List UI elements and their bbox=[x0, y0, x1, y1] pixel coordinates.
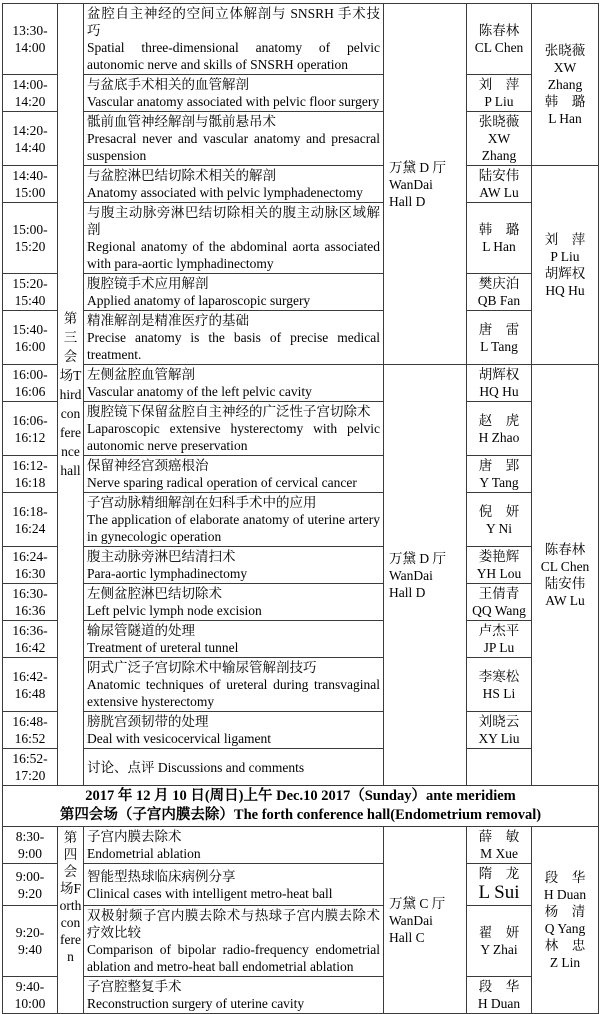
topic-cn: 膀胱宫颈韧带的处理 bbox=[87, 714, 209, 729]
time-cell: 8:30-9:00 bbox=[3, 827, 58, 864]
schedule-table bbox=[2, 3, 599, 1014]
topic-cn: 子宫动脉精细解剖在妇科手术中的应用 bbox=[87, 495, 317, 510]
time-cell: 16:52-17:20 bbox=[3, 749, 58, 786]
topic-en: Laparoscopic extensive hysterectomy with pelvic autonomic nerve preservation bbox=[87, 421, 380, 453]
topic-en: Nerve sparing radical operation of cervical cancer bbox=[87, 475, 357, 490]
topic-en: Treatment of ureteral tunnel bbox=[87, 640, 239, 655]
speaker-cell bbox=[467, 75, 532, 112]
topic-cn: 腹腔镜下保留盆腔自主神经的广泛性子宫切除术 bbox=[87, 404, 371, 419]
speaker-cell bbox=[467, 493, 532, 547]
session-row bbox=[3, 112, 599, 166]
session-row bbox=[3, 4, 599, 75]
topic-cn: 与盆底手术相关的血管解剖 bbox=[87, 77, 249, 92]
chairs-cell-1 bbox=[532, 4, 599, 166]
chair-cn: 张晓薇 bbox=[544, 43, 586, 58]
topic-en: Spatial three-dimensional anatomy of pelvic autonomic nerve and skills of SNSRH operation bbox=[87, 40, 380, 72]
session-row bbox=[3, 621, 599, 658]
topic-cell bbox=[84, 621, 384, 658]
topic-cell bbox=[84, 112, 384, 166]
time-cell: 14:20-14:40 bbox=[3, 112, 58, 166]
time-cell: 15:00-15:20 bbox=[3, 203, 58, 274]
topic-en: Comparison of bipolar radio-frequency endometrial ablation and metro-heat ball endometrial ablation bbox=[87, 942, 380, 974]
topic-cn: 腹腔镜手术应用解剖 bbox=[87, 276, 209, 291]
session-row bbox=[3, 402, 599, 456]
speaker-en: P Liu bbox=[484, 94, 514, 109]
speaker-en: JP Lu bbox=[483, 640, 515, 655]
topic-cn: 讨论、点评 Discussions and comments bbox=[87, 759, 305, 775]
topic-cell bbox=[84, 203, 384, 274]
chair-cn: 刘 萍 bbox=[544, 232, 586, 247]
speaker-cn: 倪 妍 bbox=[478, 503, 520, 519]
chairs-cell-4 bbox=[532, 827, 599, 1014]
venue-en: WanDai bbox=[389, 912, 433, 928]
topic-cn: 精准解剖是精准医疗的基础 bbox=[87, 313, 249, 328]
speaker-cn: 赵 虎 bbox=[478, 412, 520, 428]
session-row bbox=[3, 456, 599, 493]
speaker-en: Y Ni bbox=[485, 520, 513, 536]
session-row bbox=[3, 827, 599, 864]
topic-cn: 骶前血管神经解剖与骶前悬吊术 bbox=[87, 114, 276, 129]
speaker-cell bbox=[467, 827, 532, 864]
speaker-cell bbox=[467, 977, 532, 1014]
chair-en: Z Lin bbox=[549, 955, 581, 970]
speaker-cell-empty bbox=[467, 749, 532, 786]
topic-cell bbox=[84, 712, 384, 749]
topic-en: Presacral never and vascular anatomy and presacral suspension bbox=[87, 131, 380, 163]
venue-cell-hall-d-2 bbox=[384, 365, 467, 786]
speaker-cn: 胡辉权 bbox=[478, 367, 520, 382]
speaker-cn: 卢杰平 bbox=[478, 623, 520, 638]
speaker-cn: 刘 萍 bbox=[478, 77, 520, 92]
topic-cell bbox=[84, 456, 384, 493]
speaker-cell bbox=[467, 365, 532, 402]
speaker-cell bbox=[467, 906, 532, 977]
session-row bbox=[3, 749, 599, 786]
speaker-cell bbox=[467, 584, 532, 621]
topic-en: Regional anatomy of the abdominal aorta associated with para-aortic lymphadinectomy bbox=[87, 239, 380, 271]
speaker-cell bbox=[467, 402, 532, 456]
session-row bbox=[3, 712, 599, 749]
topic-cn: 双极射频子宫内膜去除术与热球子宫内膜去除术疗效比较 bbox=[87, 908, 380, 940]
speaker-cell bbox=[467, 864, 532, 906]
speaker-en: AW Lu bbox=[479, 185, 519, 200]
topic-en: Vascular anatomy associated with pelvic floor surgery bbox=[87, 94, 380, 109]
session-row bbox=[3, 977, 599, 1014]
session-row bbox=[3, 203, 599, 274]
time-cell: 9:20-9:40 bbox=[3, 906, 58, 977]
topic-en: Anatomy associated with pelvic lymphadenectomy bbox=[87, 185, 363, 200]
chair-en: AW Lu bbox=[545, 593, 585, 608]
speaker-cn: 隋 龙 bbox=[478, 866, 520, 881]
topic-cn: 与盆腔淋巴结切除术相关的解剖 bbox=[87, 168, 276, 183]
topic-en: Clinical cases with intelligent metro-heat ball bbox=[87, 885, 333, 901]
topic-cell bbox=[84, 274, 384, 311]
topic-cn: 输尿管隧道的处理 bbox=[87, 623, 195, 638]
topic-cell bbox=[84, 827, 384, 864]
time-cell: 16:48-16:52 bbox=[3, 712, 58, 749]
topic-cn: 左侧盆腔血管解剖 bbox=[87, 367, 195, 382]
hall-label-forth: 第四会场Forth conferen bbox=[58, 827, 84, 1014]
topic-cell bbox=[84, 4, 384, 75]
time-cell: 9:00-9:20 bbox=[3, 864, 58, 906]
time-cell: 13:30-14:00 bbox=[3, 4, 58, 75]
topic-en: Applied anatomy of laparoscopic surgery bbox=[87, 293, 311, 308]
topic-cn: 子宫内膜去除术 bbox=[87, 829, 182, 844]
venue-en: WanDai bbox=[389, 567, 433, 583]
topic-cell bbox=[84, 493, 384, 547]
section-header-title: 第四会场（子宫内膜去除）The forth conference hall(Endometrium removal) bbox=[59, 807, 542, 823]
time-cell: 16:00-16:06 bbox=[3, 365, 58, 402]
chair-cn: 胡辉权 bbox=[544, 266, 586, 281]
topic-en: Endometrial ablation bbox=[87, 846, 201, 861]
venue-cell-hall-d-1 bbox=[384, 4, 467, 365]
speaker-cn: 陆安伟 bbox=[478, 168, 520, 183]
session-row bbox=[3, 365, 599, 402]
topic-cn: 腹主动脉旁淋巴结清扫术 bbox=[87, 549, 236, 564]
chair-en: XW Zhang bbox=[547, 60, 583, 92]
speaker-en: M Xue bbox=[480, 846, 518, 861]
speaker-en: H Zhao bbox=[478, 429, 520, 445]
speaker-cell bbox=[467, 166, 532, 203]
time-cell: 16:42-16:48 bbox=[3, 658, 58, 712]
topic-cn: 保留神经宫颈癌根治 bbox=[87, 458, 209, 473]
topic-en: Left pelvic lymph node excision bbox=[87, 603, 262, 618]
time-cell: 16:36-16:42 bbox=[3, 621, 58, 658]
speaker-cn: 韩 璐 bbox=[478, 222, 520, 237]
speaker-cell bbox=[467, 456, 532, 493]
speaker-cell bbox=[467, 112, 532, 166]
speaker-cell bbox=[467, 547, 532, 584]
time-cell: 16:06-16:12 bbox=[3, 402, 58, 456]
chairs-cell-3 bbox=[532, 365, 599, 786]
speaker-en: CL Chen bbox=[474, 40, 524, 55]
chair-cn: 林 忠 bbox=[544, 938, 586, 953]
topic-cell bbox=[84, 365, 384, 402]
topic-en: Anatomic techniques of ureteral during transvaginal extensive hysterectomy bbox=[87, 677, 380, 709]
topic-cell bbox=[84, 864, 384, 906]
chair-en: L Han bbox=[548, 111, 582, 126]
speaker-en: XW Zhang bbox=[481, 131, 517, 163]
time-cell: 15:40-16:00 bbox=[3, 311, 58, 365]
speaker-cell bbox=[467, 658, 532, 712]
speaker-cn: 薛 敏 bbox=[478, 829, 520, 844]
session-row bbox=[3, 166, 599, 203]
chair-en: HQ Hu bbox=[545, 283, 585, 298]
topic-cn: 与腹主动脉旁淋巴结切除相关的腹主动脉区域解剖 bbox=[87, 205, 380, 237]
speaker-cn: 刘晓云 bbox=[478, 714, 520, 729]
venue-en: WanDai bbox=[389, 176, 433, 192]
venue-en: Hall D bbox=[389, 193, 426, 209]
speaker-cn: 娄艳辉 bbox=[478, 549, 520, 564]
speaker-cn: 翟 妍 bbox=[478, 925, 520, 940]
speaker-cn: 段 华 bbox=[478, 979, 520, 994]
session-row bbox=[3, 274, 599, 311]
session-row bbox=[3, 75, 599, 112]
speaker-en: YH Lou bbox=[476, 566, 522, 581]
speaker-en: L Tang bbox=[480, 338, 518, 354]
venue-cell-hall-c bbox=[384, 827, 467, 1014]
topic-cell bbox=[84, 584, 384, 621]
topic-en: The application of elaborate anatomy of uterine artery in gynecologic operation bbox=[87, 512, 380, 544]
time-cell: 9:40-10:00 bbox=[3, 977, 58, 1014]
topic-cell bbox=[84, 547, 384, 584]
speaker-cell bbox=[467, 203, 532, 274]
speaker-cn: 李寒松 bbox=[478, 668, 520, 684]
chair-en: Q Yang bbox=[544, 921, 586, 936]
section-header-row bbox=[3, 786, 599, 827]
speaker-cell bbox=[467, 311, 532, 365]
speaker-cell bbox=[467, 712, 532, 749]
venue-cn: 万黛 C 厅 bbox=[389, 895, 446, 911]
chair-cn: 段 华 bbox=[544, 870, 586, 885]
session-row bbox=[3, 584, 599, 621]
speaker-en: XY Liu bbox=[478, 731, 520, 746]
time-cell: 14:40-15:00 bbox=[3, 166, 58, 203]
topic-en: Deal with vesicocervical ligament bbox=[87, 731, 272, 746]
venue-cn: 万黛 D 厅 bbox=[389, 159, 446, 175]
chair-cn: 杨 清 bbox=[544, 904, 586, 919]
topic-cn: 智能型热球临床病例分享 bbox=[87, 868, 236, 884]
venue-cn: 万黛 D 厅 bbox=[389, 550, 446, 566]
chair-en: H Duan bbox=[543, 887, 587, 902]
chairs-cell-2 bbox=[532, 166, 599, 365]
time-cell: 16:30-16:36 bbox=[3, 584, 58, 621]
hall-label-third: 第三会场Third conference hall bbox=[58, 4, 84, 786]
session-row bbox=[3, 311, 599, 365]
topic-cell bbox=[84, 311, 384, 365]
speaker-cn: 樊庆泊 bbox=[478, 276, 520, 291]
conference-schedule-page bbox=[0, 3, 600, 1009]
session-row bbox=[3, 493, 599, 547]
section-header-date: 2017 年 12 月 10 日(周日)上午 Dec.10 2017（Sunday）ante meridiem bbox=[85, 788, 516, 804]
topic-cell bbox=[84, 977, 384, 1014]
time-cell: 15:20-15:40 bbox=[3, 274, 58, 311]
chair-en: CL Chen bbox=[540, 559, 590, 574]
speaker-cn: 张晓薇 bbox=[478, 114, 520, 129]
topic-cn: 盆腔自主神经的空间立体解剖与 SNSRH 手术技巧 bbox=[87, 6, 380, 38]
speaker-cell bbox=[467, 621, 532, 658]
chair-cn: 陈春林 bbox=[544, 542, 586, 557]
speaker-en: L Han bbox=[482, 239, 516, 254]
topic-cn: 阴式广泛子宫切除术中输尿管解剖技巧 bbox=[87, 660, 317, 675]
topic-cn: 子宫腔整复手术 bbox=[87, 979, 182, 994]
session-row bbox=[3, 658, 599, 712]
chair-cn: 陆安伟 bbox=[544, 576, 586, 591]
topic-en: Reconstruction surgery of uterine cavity bbox=[87, 996, 305, 1011]
speaker-cn: 王倩青 bbox=[478, 586, 520, 601]
session-row bbox=[3, 906, 599, 977]
speaker-cn: 唐 雷 bbox=[478, 321, 520, 337]
speaker-en: QQ Wang bbox=[472, 603, 526, 618]
topic-cell bbox=[84, 906, 384, 977]
topic-en: Para-aortic lymphadinectomy bbox=[87, 566, 248, 581]
section-header-cell bbox=[3, 786, 599, 827]
topic-cell bbox=[84, 166, 384, 203]
chair-cn: 韩 璐 bbox=[544, 94, 586, 109]
speaker-cn: 陈春林 bbox=[478, 23, 520, 38]
time-cell: 14:00-14:20 bbox=[3, 75, 58, 112]
topic-cell bbox=[84, 658, 384, 712]
topic-cn: 左侧盆腔淋巴结切除术 bbox=[87, 586, 222, 601]
time-cell: 16:18-16:24 bbox=[3, 493, 58, 547]
speaker-en: Y Tang bbox=[479, 475, 519, 490]
topic-en: Precise anatomy is the basis of precise medical treatment. bbox=[87, 330, 380, 362]
session-row bbox=[3, 547, 599, 584]
topic-cell bbox=[84, 75, 384, 112]
topic-cell bbox=[84, 749, 384, 786]
speaker-en: L Sui bbox=[478, 882, 520, 903]
topic-en: Vascular anatomy of the left pelvic cavity bbox=[87, 384, 312, 399]
speaker-en: HQ Hu bbox=[479, 384, 519, 399]
venue-en: Hall D bbox=[389, 584, 426, 600]
venue-en: Hall C bbox=[389, 929, 425, 945]
speaker-cell bbox=[467, 4, 532, 75]
time-cell: 16:24-16:30 bbox=[3, 547, 58, 584]
speaker-en: QB Fan bbox=[477, 293, 521, 308]
time-cell: 16:12-16:18 bbox=[3, 456, 58, 493]
topic-cell bbox=[84, 402, 384, 456]
speaker-en: H Duan bbox=[477, 996, 521, 1011]
chair-en: P Liu bbox=[550, 249, 580, 264]
speaker-en: Y Zhai bbox=[480, 942, 518, 957]
speaker-cn: 唐 郢 bbox=[478, 458, 520, 473]
speaker-en: HS Li bbox=[482, 685, 516, 701]
speaker-cell bbox=[467, 274, 532, 311]
session-row bbox=[3, 864, 599, 906]
